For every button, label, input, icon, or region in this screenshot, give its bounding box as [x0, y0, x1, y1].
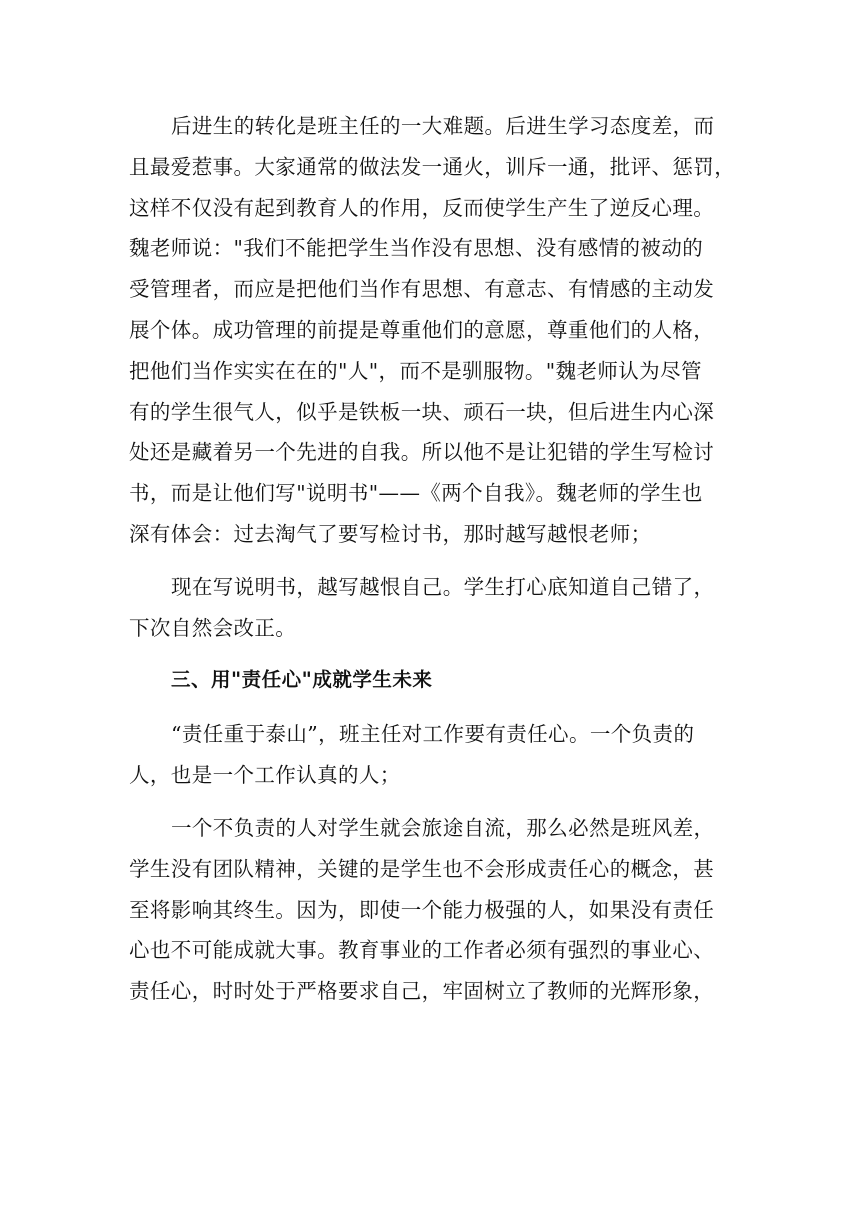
- text-line: “责任重于泰山”，班主任对工作要有责任心。一个负责的: [171, 722, 695, 747]
- text-line: 这样不仅没有起到教育人的作用，反而使学生产生了逆反心理。: [129, 195, 715, 220]
- text-line: 现在写说明书，越写越恨自己。学生打心底知道自己错了，: [171, 574, 715, 599]
- text-line: 至将影响其终生。因为，即使一个能力极强的人，如果没有责任: [129, 897, 715, 922]
- text-line: 责任心，时时处于严格要求自己，牢固树立了教师的光辉形象，: [129, 979, 715, 1004]
- paragraph-underachiever-transformation: [129, 106, 736, 555]
- text-line: 后进生的转化是班主任的一大难题。后进生学习态度差，而: [171, 114, 715, 138]
- text-line: 有的学生很气人，似乎是铁板一块、顽石一块，但后进生内心深: [129, 399, 715, 424]
- text-line: 学生没有团队精神，关键的是学生也不会形成责任心的概念，甚: [129, 856, 715, 881]
- text-line: 受管理者，而应是把他们当作有思想、有意志、有情感的主动发: [129, 277, 715, 302]
- section-heading: 三、用"责任心"成就学生未来: [171, 668, 433, 692]
- document-body: [129, 106, 736, 1024]
- paragraph-responsibility-intro: [129, 714, 733, 796]
- text-line: 一个不负责的人对学生就会旅途自流，那么必然是班风差，: [171, 815, 715, 840]
- paragraph-irresponsibility-effects: [129, 808, 733, 1012]
- text-line: 人，也是一个工作认真的人；: [129, 763, 401, 788]
- text-line: 深有体会：过去淘气了要写检讨书，那时越写越恨老师；: [129, 521, 652, 546]
- text-line: 把他们当作实实在在的"人"，而不是驯服物。"魏老师认为尽管: [129, 358, 702, 383]
- text-line: 魏老师说："我们不能把学生当作没有思想、没有感情的被动的: [129, 236, 704, 261]
- paragraph-explanation-letter: [129, 567, 733, 649]
- text-line: 展个体。成功管理的前提是尊重他们的意愿，尊重他们的人格，: [129, 317, 715, 342]
- text-line: 处还是藏着另一个先进的自我。所以他不是让犯错的学生写检讨: [129, 440, 715, 465]
- text-line: 书，而是让他们写"说明书"——《两个自我》。魏老师的学生也: [129, 481, 703, 506]
- text-line: 且最爱惹事。大家通常的做法发一通火，训斥一通，批评、惩罚，: [129, 154, 736, 179]
- text-line: 心也不可能成就大事。教育事业的工作者必须有强烈的事业心、: [129, 938, 715, 963]
- text-line: 下次自然会改正。: [129, 615, 297, 640]
